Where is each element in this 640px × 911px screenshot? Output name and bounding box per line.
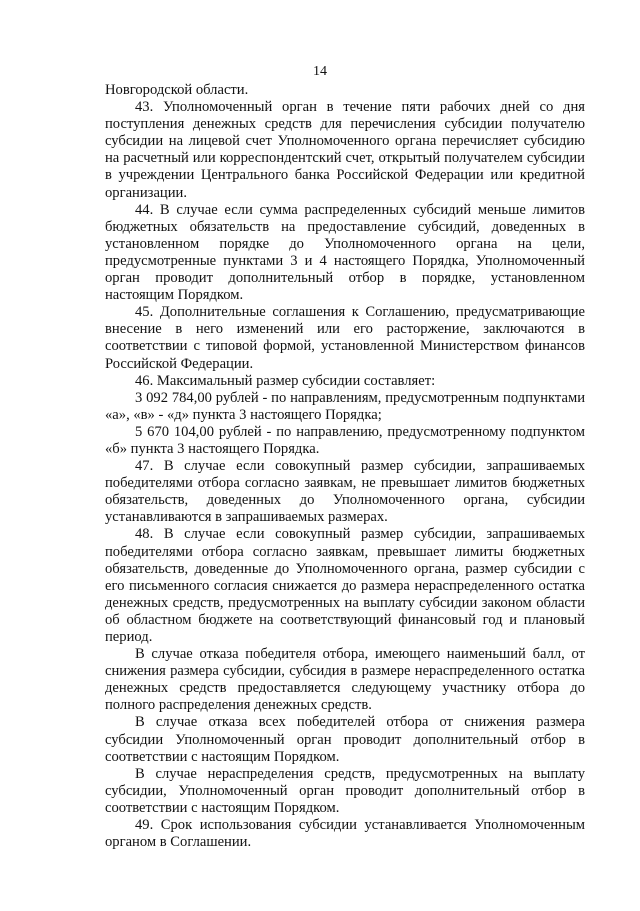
- paragraph-46-item-1: 3 092 784,00 рублей - по направлениям, предусмотренным подпунктами «а», «в» - «д» пункта 3 настоящего Порядка;: [105, 389, 585, 423]
- paragraph-45: 45. Дополнительные соглашения к Соглашению, предусматривающие внесение в него изменений или его расторжение, заключаются в соответствии с типовой формой, установленной Министерством финансов Российской Федерации.: [105, 304, 585, 372]
- paragraph-49: 49. Срок использования субсидии устанавливается Уполномоченным органом в Соглашении.: [105, 817, 585, 851]
- paragraph-44: 44. В случае если сумма распределенных субсидий меньше лимитов бюджетных обязательств на предоставление субсидий, доведенных в установленном порядке до Уполномоченного органа на цели, предусмотренные пунктами 3 и 4 настоящего Порядка, Уполномоченный орган проводит дополнительный отбор в порядке, установленном настоящим Порядком.: [105, 201, 585, 304]
- paragraph-continuation: Новгородской области.: [105, 82, 249, 98]
- paragraph-43: 43. Уполномоченный орган в течение пяти рабочих дней со дня поступления денежных средств для перечисления субсидии получателю субсидии на лицевой счет Уполномоченного органа перечисляет субсидию на расчетный или корреспондентский счет, открытый получателем субсидии в учреждении Центрального банка Российской Федерации или кредитной организации.: [105, 99, 585, 201]
- paragraph-48-part-2: В случае отказа победителя отбора, имеющего наименьший балл, от снижения размера субсидии, субсидия в размере нераспределенного остатка денежных средств предоставляется следующему участнику отбора до полного распределения денежных средств.: [105, 646, 585, 714]
- paragraph-47: 47. В случае если совокупный размер субсидии, запрашиваемых победителями отбора согласно заявкам, не превышает лимитов бюджетных обязательств, доведенных до Уполномоченного органа, субсидии устанавливаются в запрашиваемых размерах.: [105, 458, 585, 526]
- page-number: 14: [313, 64, 327, 79]
- paragraph-48-part-3: В случае отказа всех победителей отбора от снижения размера субсидии Уполномоченный орган проводит дополнительный отбор в соответствии с настоящим Порядком.: [105, 714, 585, 765]
- paragraph-48-part-4: В случае нераспределения средств, предусмотренных на выплату субсидии, Уполномоченный орган проводит дополнительный отбор в соответствии с настоящим Порядком.: [105, 765, 585, 816]
- paragraph-48: 48. В случае если совокупный размер субсидии, запрашиваемых победителями отбора согласно заявкам, превышает лимиты бюджетных обязательств, доведенные до Уполномоченного органа, размер субсидии с его письменного согласия снижается до размера нераспределенного остатка денежных средств, предусмотренных на выплату субсидии законом области об областном бюджете на соответствующий финансовый год и плановый период.: [105, 526, 585, 645]
- document-body: [105, 82, 585, 851]
- paragraph-46-item-2: 5 670 104,00 рублей - по направлению, предусмотренному подпунктом «б» пункта 3 настоящего Порядка.: [105, 423, 585, 457]
- paragraph-46: 46. Максимальный размер субсидии составляет:: [135, 372, 436, 389]
